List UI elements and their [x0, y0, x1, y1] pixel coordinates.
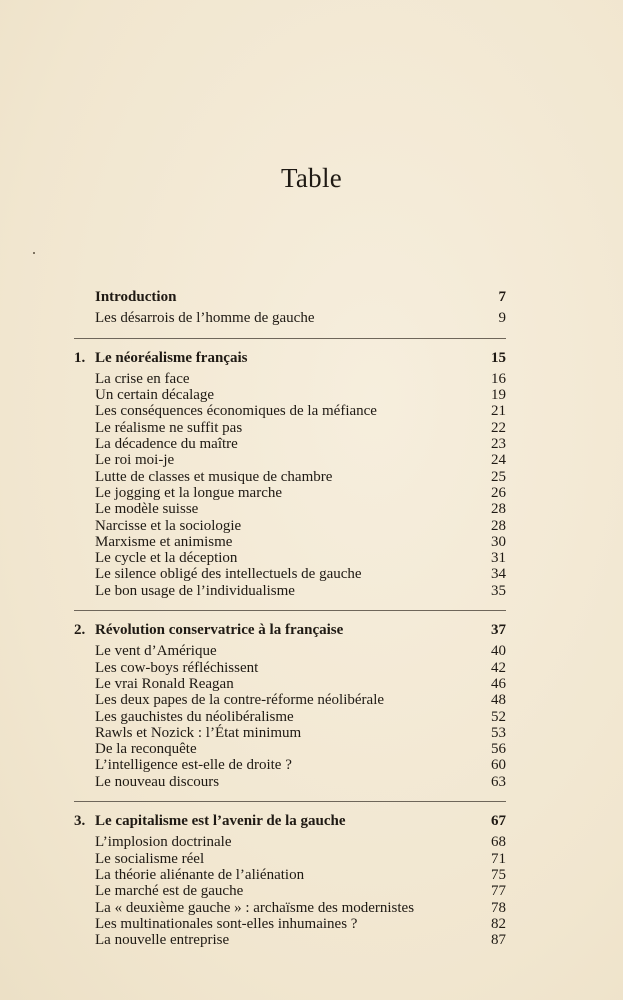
toc-entry-page-number: 16 [491, 370, 506, 387]
toc-entry-label: De la reconquête [95, 741, 197, 758]
toc-entry [95, 741, 506, 757]
toc-entry-label: Les gauchistes du néolibéralisme [95, 708, 294, 725]
toc-entry-page-number: 26 [491, 484, 506, 501]
toc-entry-label: Le cycle et la déception [95, 550, 238, 567]
toc-entry [95, 834, 506, 850]
chapter-title: Le néoréalisme français [95, 349, 248, 366]
toc-entry [95, 867, 506, 883]
chapter-number: 3. [74, 813, 86, 830]
toc-entry [95, 660, 506, 676]
toc-entry-page-number: 52 [491, 708, 506, 725]
toc-entry-label: Le marché est de gauche [95, 883, 244, 900]
toc-entry-page-number: 28 [491, 501, 506, 518]
toc-entry-page-number: 75 [491, 866, 506, 883]
chapter-page-number: 67 [491, 813, 506, 830]
toc-entry-page-number: 87 [491, 932, 506, 949]
chapter-title: Révolution conservatrice à la française [95, 622, 344, 639]
section-divider [74, 801, 506, 802]
toc-entry-label: Le silence obligé des intellectuels de gauche [95, 566, 362, 583]
toc-entry-page-number: 82 [491, 915, 506, 932]
toc-entry-label: La « deuxième gauche » : archaïsme des modernistes [95, 899, 415, 916]
toc-entry [95, 932, 506, 948]
toc-entry [95, 485, 506, 501]
toc-entry [95, 774, 506, 790]
toc-entry-label: L’intelligence est-elle de droite ? [95, 757, 292, 774]
toc-entry [95, 469, 506, 485]
toc-entry-page-number: 22 [491, 419, 506, 436]
toc-entry-page-number: 34 [491, 566, 506, 583]
toc-entry [95, 310, 506, 326]
toc-entry-label: Lutte de classes et musique de chambre [95, 468, 333, 485]
chapter-page-number: 15 [491, 349, 506, 366]
toc-entry-label: Les multinationales sont-elles inhumaines ? [95, 915, 358, 932]
toc-entry-page-number: 56 [491, 741, 506, 758]
toc-entry [95, 566, 506, 582]
toc-entry-page-number: 53 [491, 724, 506, 741]
paper-speck [33, 252, 35, 254]
chapter-number: 1. [74, 349, 86, 366]
toc-entry-page-number: 23 [491, 436, 506, 453]
toc-entry-page-number: 30 [491, 533, 506, 550]
toc-entry-label: Le modèle suisse [95, 501, 199, 518]
toc-section [74, 350, 506, 599]
toc-entry-label: L’implosion doctrinale [95, 834, 232, 851]
toc-section [74, 813, 506, 948]
toc-entry [95, 371, 506, 387]
toc-entry [95, 643, 506, 659]
toc-entry-page-number: 25 [491, 468, 506, 485]
toc-entry-label: Narcisse et la sociologie [95, 517, 242, 534]
toc-entry-label: Un certain décalage [95, 387, 215, 404]
toc-entry [95, 851, 506, 867]
toc-entry [95, 518, 506, 534]
toc-entry [95, 387, 506, 403]
toc-entry-label: Les deux papes de la contre-réforme néolibérale [95, 692, 385, 709]
toc-entry [95, 534, 506, 550]
toc-entry-label: Rawls et Nozick : l’État minimum [95, 724, 302, 741]
toc-entry-label: La crise en face [95, 370, 190, 387]
toc-section [74, 289, 506, 327]
toc-entry-page-number: 19 [491, 387, 506, 404]
toc-entry-page-number: 78 [491, 899, 506, 916]
toc-entry-page-number: 63 [491, 773, 506, 790]
chapter-page-number: 37 [491, 622, 506, 639]
toc-entry-page-number: 9 [498, 310, 506, 327]
toc-entry [95, 583, 506, 599]
toc-entry [95, 757, 506, 773]
toc-chapter-heading [74, 350, 506, 366]
toc-entry-page-number: 46 [491, 675, 506, 692]
toc-entry-list [74, 643, 506, 790]
toc-entry-label: Le réalisme ne suffit pas [95, 419, 243, 436]
toc-entry-page-number: 21 [491, 403, 506, 420]
toc-section [74, 622, 506, 790]
toc-entry-label: Le vent d’Amérique [95, 643, 217, 660]
toc-entry-page-number: 42 [491, 659, 506, 676]
toc-entry-label: Le jogging et la longue marche [95, 484, 283, 501]
toc-entry-label: Les cow-boys réfléchissent [95, 659, 259, 676]
toc-entry-page-number: 68 [491, 834, 506, 851]
toc-chapter-heading [74, 622, 506, 638]
toc-entry-page-number: 71 [491, 850, 506, 867]
toc-chapter-heading [74, 813, 506, 829]
toc-entry-label: Le vrai Ronald Reagan [95, 675, 234, 692]
toc-entry-label: La décadence du maître [95, 436, 238, 453]
toc-entry-label: Le bon usage de l’individualisme [95, 582, 295, 599]
toc-entry-page-number: 31 [491, 550, 506, 567]
toc-entry [95, 501, 506, 517]
toc-entry-page-number: 77 [491, 883, 506, 900]
toc-entry-page-number: 24 [491, 452, 506, 469]
toc-entry-label: Les conséquences économiques de la méfiance [95, 403, 377, 420]
table-of-contents [74, 289, 506, 959]
toc-entry-label: Marxisme et animisme [95, 533, 233, 550]
toc-entry [95, 452, 506, 468]
chapter-title: Le capitalisme est l’avenir de la gauche [95, 813, 346, 830]
toc-entry [95, 676, 506, 692]
toc-entry [95, 725, 506, 741]
toc-entry [95, 709, 506, 725]
chapter-title: Introduction [95, 289, 177, 305]
toc-entry-label: Le socialisme réel [95, 850, 205, 867]
toc-entry-page-number: 48 [491, 692, 506, 709]
toc-entry [95, 420, 506, 436]
toc-entry-page-number: 60 [491, 757, 506, 774]
toc-entry-page-number: 28 [491, 517, 506, 534]
toc-entry-label: Le roi moi-je [95, 452, 175, 469]
toc-entry-page-number: 35 [491, 582, 506, 599]
toc-entry-list [74, 834, 506, 948]
toc-entry-label: La théorie aliénante de l’aliénation [95, 866, 305, 883]
toc-entry-label: La nouvelle entreprise [95, 932, 230, 949]
page-title: Table [280, 163, 343, 193]
toc-entry-list [74, 371, 506, 599]
toc-chapter-heading [74, 289, 506, 305]
chapter-number: 2. [74, 622, 86, 639]
toc-entry-label: Les désarrois de l’homme de gauche [95, 310, 315, 327]
chapter-page-number: 7 [498, 289, 506, 305]
toc-entry [95, 883, 506, 899]
section-divider [74, 610, 506, 611]
toc-entry-page-number: 40 [491, 643, 506, 660]
toc-entry [95, 692, 506, 708]
toc-entry-list [74, 310, 506, 326]
toc-entry [95, 916, 506, 932]
toc-entry-label: Le nouveau discours [95, 773, 220, 790]
toc-entry [95, 900, 506, 916]
toc-entry [95, 436, 506, 452]
section-divider [74, 338, 506, 339]
toc-entry [95, 403, 506, 419]
toc-entry [95, 550, 506, 566]
